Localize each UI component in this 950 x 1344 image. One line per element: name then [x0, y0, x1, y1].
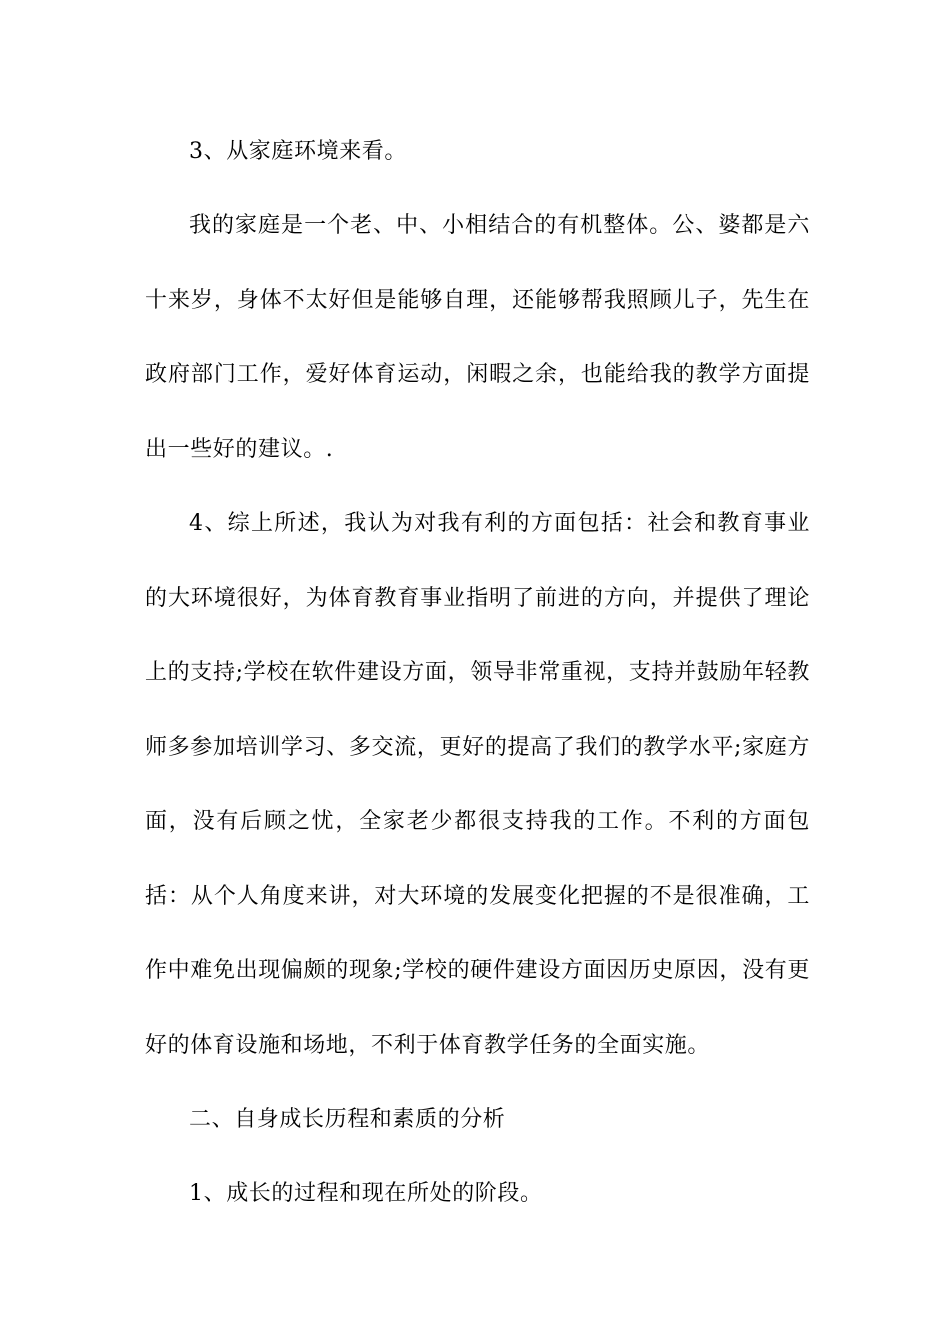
paragraph-growth-stage-heading: 1、成长的过程和现在所处的阶段。 [189, 1181, 543, 1206]
section-heading-self-analysis: 二、自身成长历程和素质的分析 [189, 1107, 506, 1132]
paragraph-family-description: 我的家庭是一个老、中、小相结合的有机整体。公、婆都是六十来岁，身体不太好但是能够自理，还能够帮我照顾儿子，先生在政府部门工作，爱好体育运动，闲暇之余，也能给我的教学方面提出一些好的建议。. [145, 213, 810, 462]
paragraph-family-environment-heading: 3、从家庭环境来看。 [189, 139, 407, 164]
paragraph-summary: 4、综上所述，我认为对我有利的方面包括：社会和教育事业的大环境很好，为体育教育事业指明了前进的方向，并提供了理论上的支持;学校在软件建设方面，领导非常重视，支持并鼓励年轻教师多参加培训学习、多交流，更好的提高了我们的教学水平;家庭方面，没有后顾之忧，全家老少都很支持我的工作。不利的方面包括：从个人角度来讲，对大环境的发展变化把握的不是很准确，工作中难免出现偏颇的现象;学校的硬件建设方面因历史原因，没有更好的体育设施和场地，不利于体育教学任务的全面实施。 [145, 511, 810, 1058]
